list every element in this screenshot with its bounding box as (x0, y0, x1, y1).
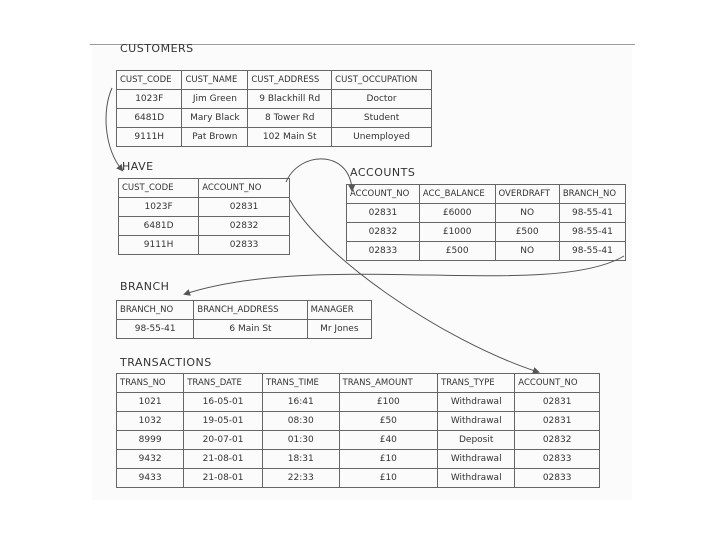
table-cell: £50 (339, 412, 438, 431)
table-cell: 22:33 (262, 469, 339, 488)
table-cell: Withdrawal (438, 412, 515, 431)
table-cell: £40 (339, 431, 438, 450)
column-header: ACCOUNT_NO (515, 374, 600, 393)
table-cell: 9111H (117, 128, 182, 147)
table-cell: 08:30 (262, 412, 339, 431)
column-header: CUST_NAME (182, 71, 248, 90)
table-cell: £100 (339, 393, 438, 412)
table-cell: 9 Blackhill Rd (248, 90, 332, 109)
link-have-accounts (286, 159, 352, 190)
column-header: ACCOUNT_NO (199, 179, 290, 198)
column-header: TRANS_TIME (262, 374, 339, 393)
table-cell: 02833 (199, 236, 290, 255)
table-cell: 9111H (119, 236, 199, 255)
customers-title: CUSTOMERS (120, 42, 194, 55)
column-header: TRANS_AMOUNT (339, 374, 438, 393)
table-cell: 02831 (515, 412, 600, 431)
column-header: BRANCH_NO (117, 301, 194, 320)
table-cell: 02832 (347, 223, 420, 242)
column-header: BRANCH_ADDRESS (194, 301, 307, 320)
column-header: ACC_BALANCE (419, 185, 495, 204)
table-cell: 98-55-41 (117, 320, 194, 339)
column-header: TRANS_TYPE (438, 374, 515, 393)
table-cell: 20-07-01 (184, 431, 263, 450)
table-cell: 6481D (117, 109, 182, 128)
table-cell: 9432 (117, 450, 184, 469)
table-cell: Unemployed (332, 128, 432, 147)
table-cell: Pat Brown (182, 128, 248, 147)
table-cell: £10 (339, 450, 438, 469)
table-cell: 98-55-41 (559, 242, 625, 261)
table-cell: Mary Black (182, 109, 248, 128)
column-header: OVERDRAFT (495, 185, 559, 204)
link-customers-have (106, 88, 122, 170)
table-cell: 02831 (347, 204, 420, 223)
table-cell: 1023F (119, 198, 199, 217)
table-cell: £1000 (419, 223, 495, 242)
table-cell: 98-55-41 (559, 223, 625, 242)
transactions-title: TRANSACTIONS (120, 356, 212, 369)
table-cell: 16:41 (262, 393, 339, 412)
accounts-title: ACCOUNTS (350, 166, 416, 179)
table-cell: 16-05-01 (184, 393, 263, 412)
table-cell: 98-55-41 (559, 204, 625, 223)
table-cell: £500 (495, 223, 559, 242)
table-cell: £500 (419, 242, 495, 261)
table-cell: 02831 (199, 198, 290, 217)
table-cell: 6 Main St (194, 320, 307, 339)
table-cell: 1021 (117, 393, 184, 412)
table-cell: 02833 (515, 450, 600, 469)
table-cell: 18:31 (262, 450, 339, 469)
table-cell: 6481D (119, 217, 199, 236)
column-header: CUST_ADDRESS (248, 71, 332, 90)
column-header: CUST_OCCUPATION (332, 71, 432, 90)
table-cell: Withdrawal (438, 469, 515, 488)
table-cell: 8 Tower Rd (248, 109, 332, 128)
table-cell: £10 (339, 469, 438, 488)
column-header: ACCOUNT_NO (347, 185, 420, 204)
table-cell: 02831 (515, 393, 600, 412)
table-cell: 01:30 (262, 431, 339, 450)
table-cell: 1023F (117, 90, 182, 109)
link-accounts-branch (185, 256, 624, 294)
table-cell: Student (332, 109, 432, 128)
column-header: CUST_CODE (119, 179, 199, 198)
table-cell: 8999 (117, 431, 184, 450)
table-cell: 21-08-01 (184, 469, 263, 488)
table-cell: 1032 (117, 412, 184, 431)
table-cell: NO (495, 204, 559, 223)
table-cell: 21-08-01 (184, 450, 263, 469)
column-header: TRANS_NO (117, 374, 184, 393)
link-have-transactions (290, 200, 538, 372)
table-cell: Mr Jones (307, 320, 371, 339)
have-title: HAVE (122, 160, 154, 173)
table-cell: 02832 (515, 431, 600, 450)
table-cell: 02832 (199, 217, 290, 236)
branch-title: BRANCH (120, 280, 170, 293)
table-cell: Withdrawal (438, 393, 515, 412)
table-cell: 02833 (347, 242, 420, 261)
table-cell: Deposit (438, 431, 515, 450)
table-cell: Doctor (332, 90, 432, 109)
table-cell: 102 Main St (248, 128, 332, 147)
table-cell: 02833 (515, 469, 600, 488)
table-cell: Withdrawal (438, 450, 515, 469)
table-cell: Jim Green (182, 90, 248, 109)
column-header: TRANS_DATE (184, 374, 263, 393)
table-cell: 9433 (117, 469, 184, 488)
table-cell: £6000 (419, 204, 495, 223)
table-cell: NO (495, 242, 559, 261)
column-header: CUST_CODE (117, 71, 182, 90)
table-cell: 19-05-01 (184, 412, 263, 431)
column-header: MANAGER (307, 301, 371, 320)
column-header: BRANCH_NO (559, 185, 625, 204)
